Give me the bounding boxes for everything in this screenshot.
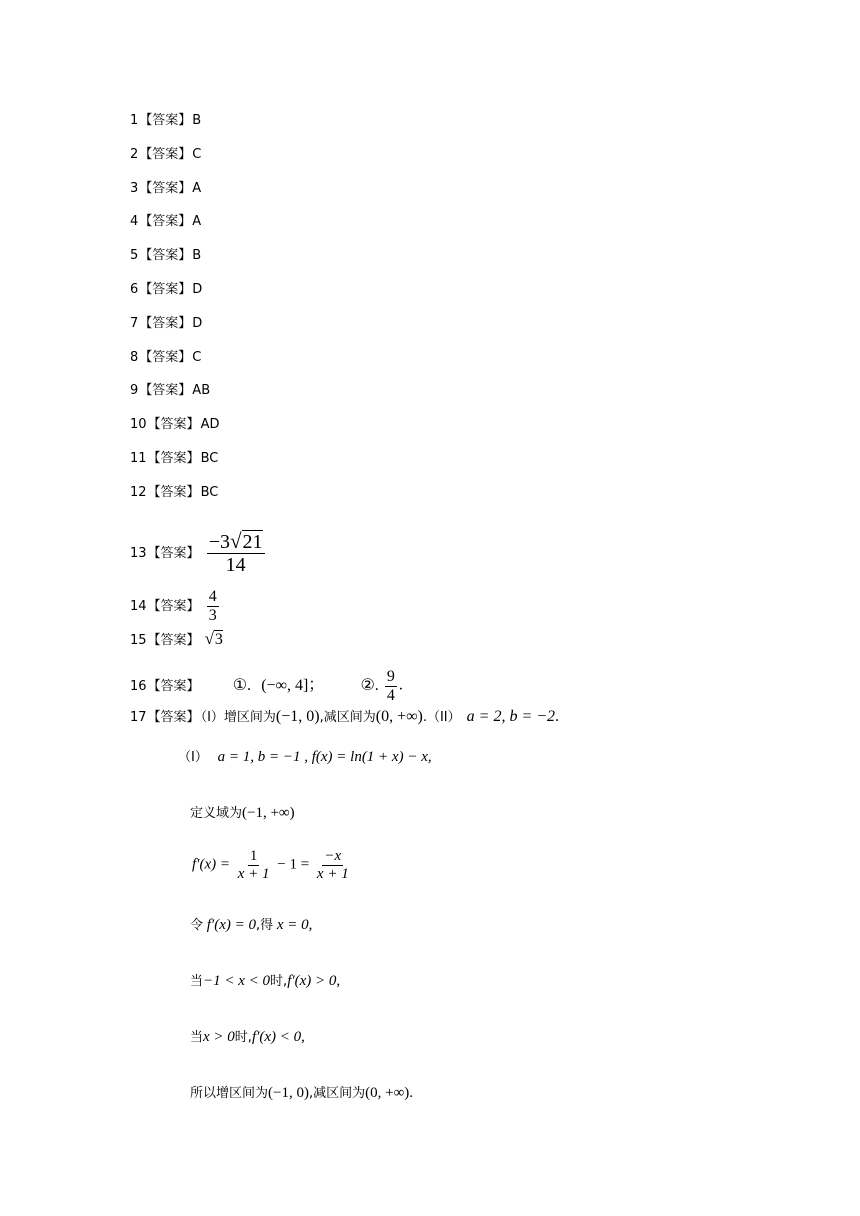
answer-tag: 【答案】	[147, 598, 200, 614]
answer-value: D	[192, 315, 203, 331]
answer-value: B	[192, 248, 202, 264]
answer-9	[130, 382, 210, 400]
answer-value: C	[192, 349, 202, 365]
answer-13-radicand: 21	[242, 531, 263, 553]
answer-16-part2-marker: ②.	[360, 676, 379, 694]
answer-tag: 【答案】	[139, 282, 192, 297]
summary-text-3: .（II）	[422, 710, 461, 725]
solution-line-7-text-1: 所以增区间为	[190, 1086, 269, 1101]
answer-tag: 【答案】	[139, 383, 192, 399]
answer-1	[130, 112, 201, 130]
answer-12	[130, 484, 218, 502]
summary-end: .	[555, 708, 560, 725]
question-number: 11	[130, 451, 147, 466]
solution-line-4-text-2: ,得	[255, 918, 274, 933]
solution-line-4-math-1: f′(x) = 0	[206, 917, 256, 933]
summary-text-2: ,减区间为	[319, 710, 376, 725]
answer-value: AB	[192, 383, 211, 399]
solution-line-2	[190, 802, 295, 822]
answer-tag: 【答案】	[139, 113, 192, 128]
derivative-fraction-2	[315, 848, 351, 882]
answer-4	[130, 213, 201, 231]
question-number: 15	[130, 633, 147, 648]
answer-value: B	[192, 113, 202, 128]
solution-line-1	[178, 746, 432, 766]
answer-value: A	[192, 214, 202, 230]
answer-13-fraction	[207, 530, 265, 576]
answer-16-part2-denominator: 4	[386, 686, 395, 704]
answer-6	[130, 281, 202, 299]
solution-line-6-math-2: f′(x) < 0	[251, 1029, 302, 1045]
answer-tag: 【答案】	[139, 180, 192, 196]
answer-tag: 【答案】	[147, 678, 200, 694]
fraction-1-numerator: 1	[249, 848, 258, 864]
answer-tag: 【答案】	[139, 146, 192, 162]
answer-15	[130, 630, 223, 650]
answer-tag: 【答案】	[147, 451, 200, 466]
answer-value: A	[192, 180, 202, 196]
solution-line-7-text-2: ,减区间为	[308, 1086, 366, 1101]
solution-line-5-math-1: −1 < x < 0	[203, 973, 271, 989]
solution-line-6-text-1: 当	[190, 1030, 204, 1045]
solution-line-1-math: a = 1, b = −1 , f(x) = ln(1 + x) − x,	[217, 749, 432, 765]
answer-10	[130, 416, 219, 434]
solution-line-7-end: .	[409, 1085, 414, 1101]
question-number: 7	[130, 315, 139, 331]
question-number: 1	[130, 113, 139, 128]
solution-line-6	[190, 1026, 305, 1046]
question-number: 5	[130, 248, 139, 264]
answer-14	[130, 588, 221, 624]
answer-value: BC	[200, 451, 219, 466]
answer-16-part1-value: (−∞, 4]	[261, 676, 309, 694]
question-number: 9	[130, 383, 139, 399]
answer-15-radicand: 3	[214, 631, 223, 648]
answer-15-value	[205, 631, 223, 648]
solution-line-7	[190, 1082, 413, 1102]
answer-14-numerator: 4	[208, 588, 217, 605]
summary-math-1: (−1, 0)	[275, 708, 320, 725]
answer-value: BC	[200, 484, 219, 500]
solution-line-1-label: （I）	[178, 750, 208, 765]
answer-16	[130, 668, 403, 704]
derivative-middle: − 1 =	[277, 856, 310, 873]
answer-5	[130, 247, 201, 265]
answer-3	[130, 180, 201, 198]
solution-line-5	[190, 970, 340, 990]
answer-16-part1-marker: ①.	[232, 676, 252, 694]
solution-line-2-math: (−1, +∞)	[242, 805, 295, 821]
derivative-lhs: f′(x) =	[192, 856, 230, 873]
solution-line-4	[190, 914, 312, 934]
answer-value: D	[192, 282, 203, 297]
question-number: 12	[130, 484, 147, 500]
question-number: 17	[130, 710, 147, 725]
solution-line-2-text: 定义域为	[190, 806, 243, 821]
sqrt-icon: √	[229, 529, 242, 553]
solution-line-5-math-2: f′(x) > 0	[287, 973, 337, 989]
question-number: 2	[130, 146, 139, 162]
question-number: 8	[130, 349, 139, 365]
answer-13-denominator: 14	[225, 554, 246, 577]
question-number: 13	[130, 545, 147, 561]
question-number: 4	[130, 214, 139, 230]
question-number: 3	[130, 180, 139, 196]
summary-math-2: (0, +∞)	[375, 708, 423, 725]
answer-tag: 【答案】	[139, 214, 192, 230]
answer-14-denominator: 3	[208, 606, 217, 624]
answer-value: C	[192, 146, 202, 162]
answer-value: AD	[200, 417, 220, 433]
answer-17-summary	[130, 708, 559, 727]
fraction-2-denominator: x + 1	[316, 865, 349, 882]
derivative-fraction-1	[236, 848, 272, 882]
answer-tag: 【答案】	[139, 315, 192, 331]
answer-tag: 【答案】	[147, 633, 200, 648]
solution-line-5-end: ,	[336, 973, 341, 989]
solution-line-6-text-2: 时,	[234, 1030, 252, 1045]
solution-line-5-text-2: 时,	[270, 974, 288, 989]
summary-math-3: a = 2, b = −2	[466, 708, 556, 725]
answer-16-part2-fraction	[385, 668, 397, 704]
answer-tag: 【答案】	[139, 248, 192, 264]
answer-tag: 【答案】	[139, 349, 192, 365]
solution-line-4-end: ,	[308, 917, 313, 933]
fraction-1-denominator: x + 1	[237, 865, 270, 882]
solution-line-4-text-1: 令	[190, 918, 204, 933]
answer-11	[130, 450, 218, 468]
answer-16-separator: ；	[308, 676, 325, 694]
summary-text-1: （I）增区间为	[200, 710, 276, 725]
answer-2	[130, 146, 201, 164]
answer-16-end: .	[398, 676, 403, 694]
fraction-2-numerator: −x	[324, 848, 342, 864]
answer-13	[130, 530, 267, 576]
solution-line-4-math-2: x = 0	[276, 917, 309, 933]
solution-line-3	[192, 848, 353, 882]
answer-13-numerator: −3	[208, 531, 230, 553]
question-number: 10	[130, 417, 147, 433]
solution-line-7-math-2: (0, +∞)	[365, 1085, 410, 1101]
answer-tag: 【答案】	[147, 710, 200, 725]
sqrt-icon: √	[204, 629, 214, 648]
answer-7	[130, 315, 202, 333]
question-number: 16	[130, 678, 147, 694]
answer-tag: 【答案】	[147, 545, 200, 561]
solution-line-5-text-1: 当	[190, 974, 204, 989]
answer-tag: 【答案】	[147, 417, 200, 433]
answer-16-part2-numerator: 9	[386, 668, 395, 685]
solution-line-7-math-1: (−1, 0)	[268, 1085, 309, 1101]
answer-14-fraction	[207, 588, 219, 624]
question-number: 6	[130, 282, 139, 297]
question-number: 14	[130, 598, 147, 614]
solution-line-6-math-1: x > 0	[203, 1029, 235, 1045]
answer-tag: 【答案】	[147, 484, 200, 500]
answer-8	[130, 349, 201, 367]
solution-line-6-end: ,	[301, 1029, 305, 1045]
